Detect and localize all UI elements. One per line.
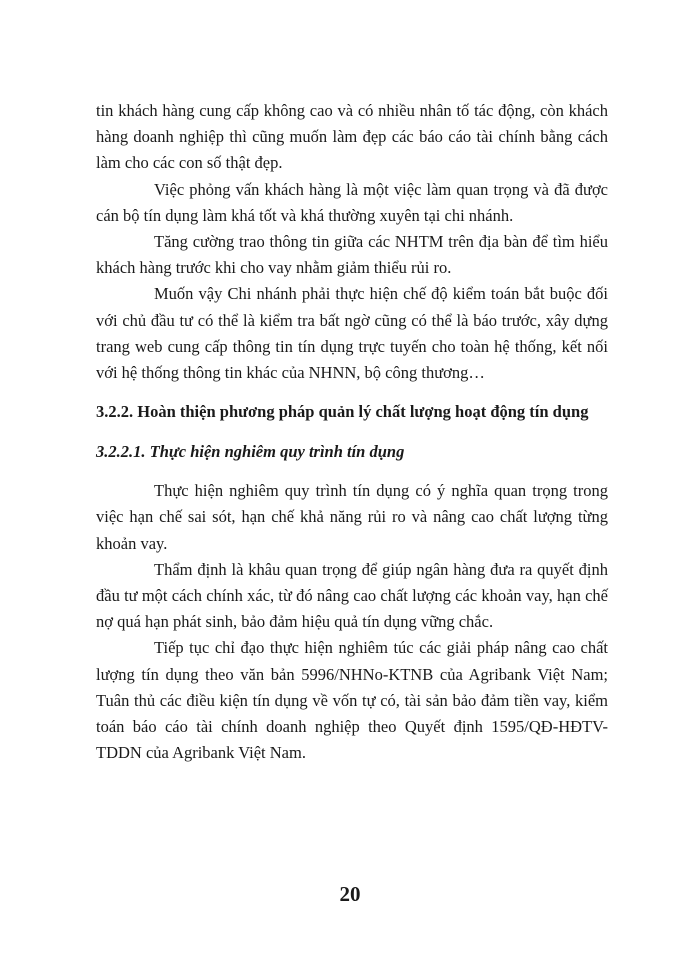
- paragraph-information-exchange: Tăng cường trao thông tin giữa các NHTM trên địa bàn để tìm hiểu khách hàng trước khi cho vay nhằm giảm thiểu rủi ro.: [96, 232, 608, 278]
- paragraph-audit: Muốn vậy Chi nhánh phải thực hiện chế độ kiểm toán bắt buộc đối với chủ đầu tư có thể là kiểm tra bất ngờ cũng có thể là báo trước, xây dựng trang web cung cấp thông tin tín dụng trực tuyến cho toàn hệ thống, kết nối với hệ thống thông tin khác của NHNN, bộ công thương…: [96, 284, 608, 383]
- page-number: 20: [339, 882, 361, 906]
- page-body: [96, 98, 608, 766]
- paragraph-appraisal: Thẩm định là khâu quan trọng để giúp ngân hàng đưa ra quyết định đầu tư một cách chính xác, từ đó nâng cao chất lượng các khoản vay, hạn chế nợ quá hạn phát sinh, bảo đảm hiệu quả tín dụng vững chắc.: [96, 559, 608, 632]
- paragraph-interview: Việc phỏng vấn khách hàng là một việc làm quan trọng và đã được cán bộ tín dụng làm khá tốt và khá thường xuyên tại chi nhánh.: [96, 179, 608, 225]
- paragraph-directives: Tiếp tục chỉ đạo thực hiện nghiêm túc các giải pháp nâng cao chất lượng tín dụng theo văn bản 5996/NHNo-KTNB của Agribank Việt Nam; Tuân thủ các điều kiện tín dụng về vốn tự có, tài sản bảo đảm tiền vay, kiểm toán báo cáo tài chính doanh nghiệp theo Quyết định 1595/QĐ-HĐTV-TDDN của Agribank Việt Nam.: [96, 638, 608, 763]
- paragraph-credit-process: Thực hiện nghiêm quy trình tín dụng có ý nghĩa quan trọng trong việc hạn chế sai sót, hạn chế khả năng rủi ro và nâng cao chất lượng từng khoản vay.: [96, 481, 608, 553]
- section-heading: 3.2.2. Hoàn thiện phương pháp quản lý chất lượng hoạt động tín dụng: [96, 402, 589, 422]
- paragraph-continued: tin khách hàng cung cấp không cao và có nhiều nhân tố tác động, còn khách hàng doanh nghiệp thì cũng muốn làm đẹp các báo cáo tài chính bằng cách làm cho các con số thật đẹp.: [96, 101, 608, 173]
- subsection-heading: 3.2.2.1. Thực hiện nghiêm quy trình tín dụng: [96, 442, 405, 462]
